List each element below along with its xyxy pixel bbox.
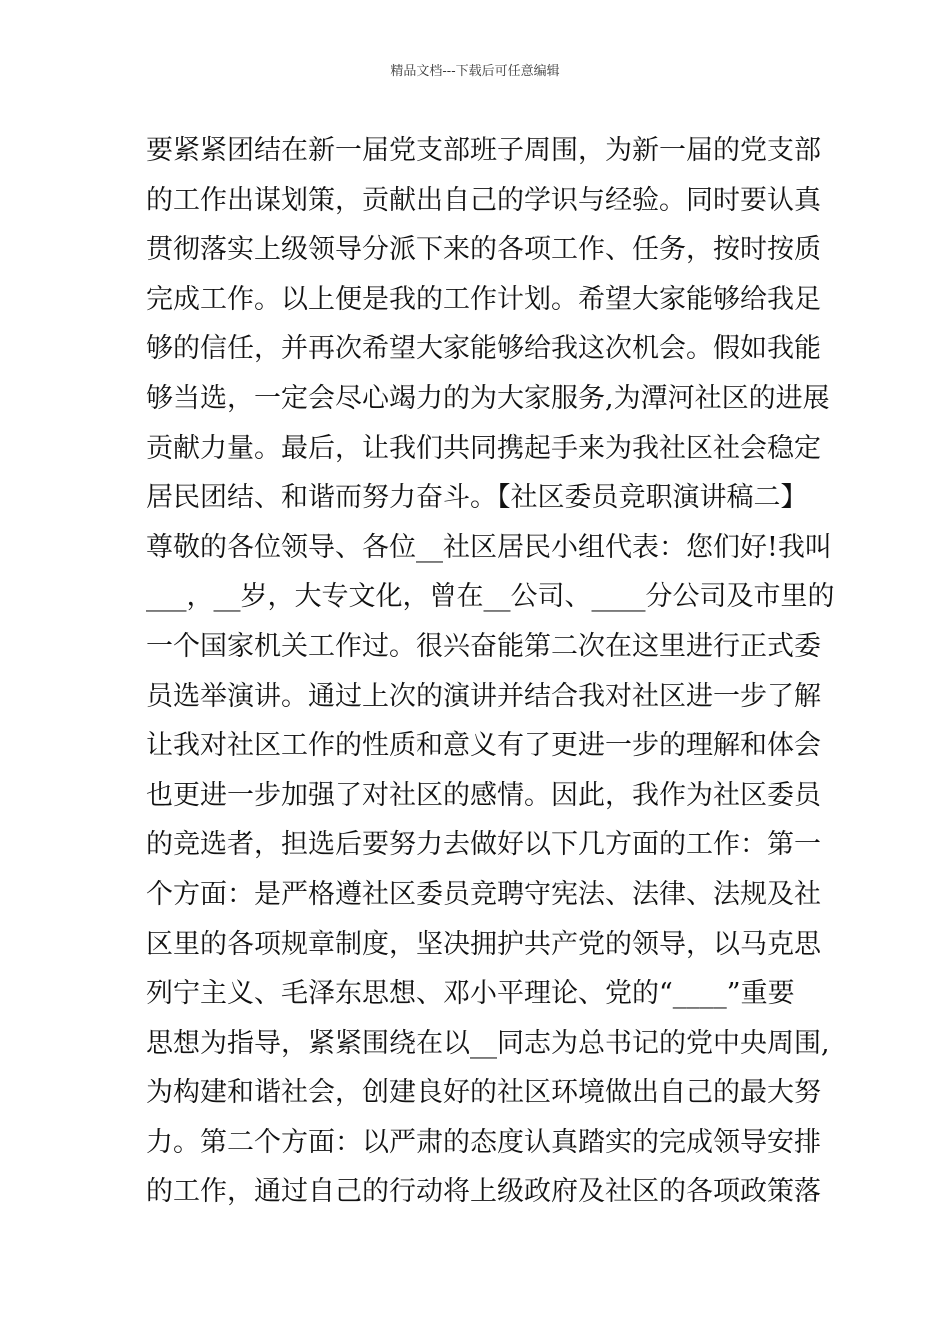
text-line: 区里的各项规章制度，坚决拥护共产党的领导，以马克思: [146, 928, 821, 960]
text-line: 一个国家机关工作过。很兴奋能第二次在这里进行正式委: [146, 630, 821, 662]
text-line: 的工作，通过自己的行动将上级政府及社区的各项政策落: [146, 1176, 821, 1208]
text-line: ___，__岁，大专文化，曾在__公司、____分公司及市里的: [146, 581, 835, 613]
text-line: 也更进一步加强了对社区的感情。因此，我作为社区委员: [146, 779, 821, 811]
text-line: 尊敬的各位领导、各位__社区居民小组代表：您们好!我叫: [146, 531, 832, 563]
text-line: 够的信任，并再次希望大家能够给我这次机会。假如我能: [146, 333, 821, 365]
body-text: [146, 126, 835, 1217]
text-line: 完成工作。以上便是我的工作计划。希望大家能够给我足: [146, 283, 821, 315]
text-line: 居民团结、和谐而努力奋斗。【社区委员竞职演讲稿二】: [146, 482, 808, 514]
header-note: 精品文档---下载后可任意编辑: [390, 64, 560, 79]
text-line: 让我对社区工作的性质和意义有了更进一步的理解和体会: [146, 730, 821, 762]
text-line: 贯彻落实上级领导分派下来的各项工作、任务，按时按质: [146, 234, 821, 266]
text-line: 力。第二个方面：以严肃的态度认真踏实的完成领导安排: [146, 1126, 821, 1158]
text-line: 要紧紧团结在新一届党支部班子周围，为新一届的党支部: [146, 135, 821, 166]
text-line: 贡献力量。最后，让我们共同携起手来为我社区社会稳定: [146, 432, 821, 464]
text-line: 员选举演讲。通过上次的演讲并结合我对社区进一步了解: [146, 680, 821, 712]
text-line: 思想为指导，紧紧围绕在以__同志为总书记的党中央周围,: [146, 1027, 830, 1059]
text-line: 的竞选者，担选后要努力去做好以下几方面的工作：第一: [146, 829, 821, 861]
text-line: 个方面：是严格遵社区委员竞聘守宪法、法律、法规及社: [146, 878, 821, 910]
text-line: 列宁主义、毛泽东思想、邓小平理论、党的“____”重要: [146, 978, 795, 1010]
text-line: 够当选，一定会尽心竭力的为大家服务,为潭河社区的进展: [146, 382, 830, 414]
text-line: 为构建和谐社会，创建良好的社区环境做出自己的最大努: [146, 1077, 821, 1109]
text-line: 的工作出谋划策，贡献出自己的学识与经验。同时要认真: [146, 184, 821, 216]
